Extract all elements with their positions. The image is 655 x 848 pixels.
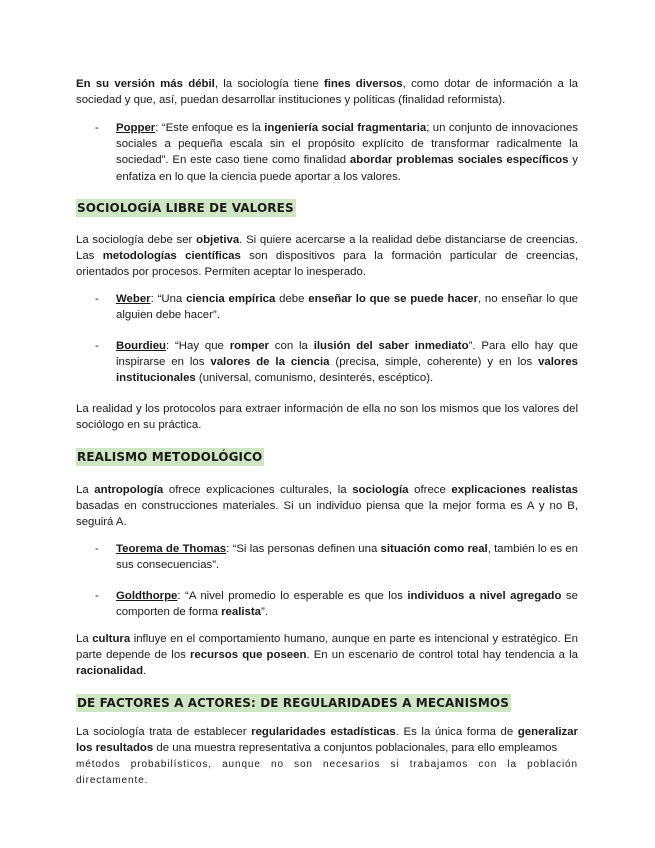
bullet-popper	[76, 120, 578, 185]
section2-paragraph-1	[76, 482, 578, 531]
bullet-bourdieu	[76, 338, 578, 387]
bullet-dash: -	[95, 340, 99, 352]
bullet-text	[116, 541, 578, 573]
emphasis: objetiva	[196, 234, 240, 246]
bullet-text	[116, 338, 578, 387]
emphasis: regularidades estadísticas	[251, 726, 396, 738]
emphasis: romper	[229, 340, 269, 352]
section1-paragraph-2: La realidad y los protocolos para extraer información de ella no son los mismos que los valores del sociólogo en su práctica.	[76, 403, 578, 432]
bullet-dash: -	[95, 122, 99, 134]
emphasis: recursos que poseen	[189, 649, 307, 662]
emphasis: valores de la ciencia	[210, 356, 330, 369]
text-run: La sociología debe ser	[76, 234, 197, 246]
text-run: basadas en construcciones materiales. Si un individuo piensa que la mejor forma es A y no B, seguirá A.	[76, 500, 578, 529]
emphasis: racionalidad	[76, 665, 144, 678]
bullet-weber	[76, 291, 578, 323]
emphasis: situación como real	[380, 543, 488, 555]
text-run: con la	[268, 340, 314, 352]
text-run: y enfatiza en lo que la ciencia puede aportar a los valores.	[116, 154, 578, 183]
emphasis: individuos a nivel agregado	[407, 590, 562, 602]
text-run: se comporten de forma	[116, 590, 579, 619]
text-run: : “Hay que	[166, 340, 230, 352]
author-name: Weber	[116, 293, 151, 305]
text-run: , no enseñar lo que alguien debe hacer”.	[116, 293, 578, 322]
text-run: : “Si las personas definen una	[226, 543, 381, 555]
emphasis: fines diversos	[323, 78, 403, 90]
emphasis: abordar problemas sociales específicos	[349, 154, 569, 167]
text-run: : “Este enfoque es la	[155, 122, 265, 134]
emphasis: ingeniería social fragmentaria	[264, 122, 427, 134]
text-run: son dispositivos para la formación particular de creencias, orientados por procesos. Permiten aceptar lo inesperado.	[76, 250, 578, 279]
bullet-text	[116, 291, 578, 323]
text-run: , también lo es en sus consecuencias”.	[116, 543, 578, 572]
author-name: Goldthorpe	[116, 590, 178, 602]
section1-paragraph-1	[76, 232, 578, 281]
bullet-text	[116, 120, 578, 185]
text-run: , como dotar de información a la sociedad y que, así, puedan desarrollar instituciones y políticas (finalidad reformista).	[76, 78, 579, 107]
emphasis: generalizar los resultados	[76, 726, 578, 755]
emphasis: enseñar lo que se puede hacer	[308, 293, 478, 305]
text-run: : “Una	[150, 293, 187, 305]
section-heading-factores-actores: DE FACTORES A ACTORES: DE REGULARIDADES A MECANISMOS	[77, 696, 509, 710]
text-run: ofrece	[408, 484, 452, 496]
emphasis: explicaciones realistas	[451, 484, 578, 496]
bullet-dash: -	[95, 293, 99, 305]
emphasis: metodologías científicas	[102, 250, 241, 263]
bullet-dash: -	[95, 543, 99, 555]
text-run: debe	[275, 293, 309, 305]
text-run: ofrece explicaciones culturales, la	[163, 484, 353, 496]
emphasis: En su versión más débil	[76, 78, 215, 90]
text-run: . Es la única forma de	[395, 726, 518, 738]
bullet-goldthorpe	[76, 588, 578, 620]
section3-paragraph-1	[76, 724, 578, 756]
text-run: ”.	[261, 606, 268, 619]
text-run: La	[76, 484, 95, 496]
author-name: Bourdieu	[116, 340, 166, 352]
author-name: Teorema de Thomas	[116, 543, 227, 555]
text-run: La	[76, 633, 93, 645]
bullet-dash: -	[95, 590, 99, 602]
emphasis: ciencia empírica	[186, 293, 276, 305]
emphasis: realista	[221, 606, 262, 619]
text-run: (universal, comunismo, desinterés, escéptico).	[195, 372, 434, 385]
text-run: ; un conjunto de innovaciones sociales a pequeña escala sin el propósito explícito de transformar radicalmente la sociedad”. En este caso tiene como finalidad	[116, 122, 578, 167]
emphasis: antropología	[94, 484, 164, 496]
section3-paragraph-1-tail: métodos probabilísticos, aunque no son necesarios si trabajamos con la población directamente.	[76, 759, 578, 787]
emphasis: valores institucionales	[116, 356, 578, 385]
section-heading-libre-valores: SOCIOLOGÍA LIBRE DE VALORES	[77, 201, 294, 215]
bullet-thomas	[76, 541, 578, 573]
text-run: de una muestra representativa a conjuntos poblacionales, para ello empleamos	[153, 742, 558, 755]
text-run: , la sociología tiene	[214, 78, 324, 90]
emphasis: ilusión del saber inmediato	[313, 340, 469, 352]
intro-paragraph	[76, 76, 578, 108]
text-run: (precisa, simple, coherente) y en los	[329, 356, 539, 369]
text-run: .	[143, 665, 147, 678]
text-run: La sociología trata de establecer	[76, 726, 252, 738]
text-run: . Si quiere acercarse a la realidad debe distanciarse de creencias. Las	[76, 234, 578, 263]
text-run: ”. Para ello hay que inspirarse en los	[116, 340, 579, 369]
author-name: Popper	[116, 122, 156, 134]
bullet-text	[116, 588, 578, 620]
text-run: . En un escenario de control total hay tendencia a la	[306, 649, 578, 662]
section-heading-realismo: REALISMO METODOLÓGICO	[77, 450, 263, 464]
emphasis: cultura	[92, 633, 131, 645]
text-run: : “A nivel promedio lo esperable es que los	[177, 590, 408, 602]
emphasis: sociología	[352, 484, 409, 496]
text-run: influye en el comportamiento humano, aunque en parte es intencional y estratégico. En parte depende de los	[76, 633, 578, 662]
section2-paragraph-2	[76, 631, 578, 680]
